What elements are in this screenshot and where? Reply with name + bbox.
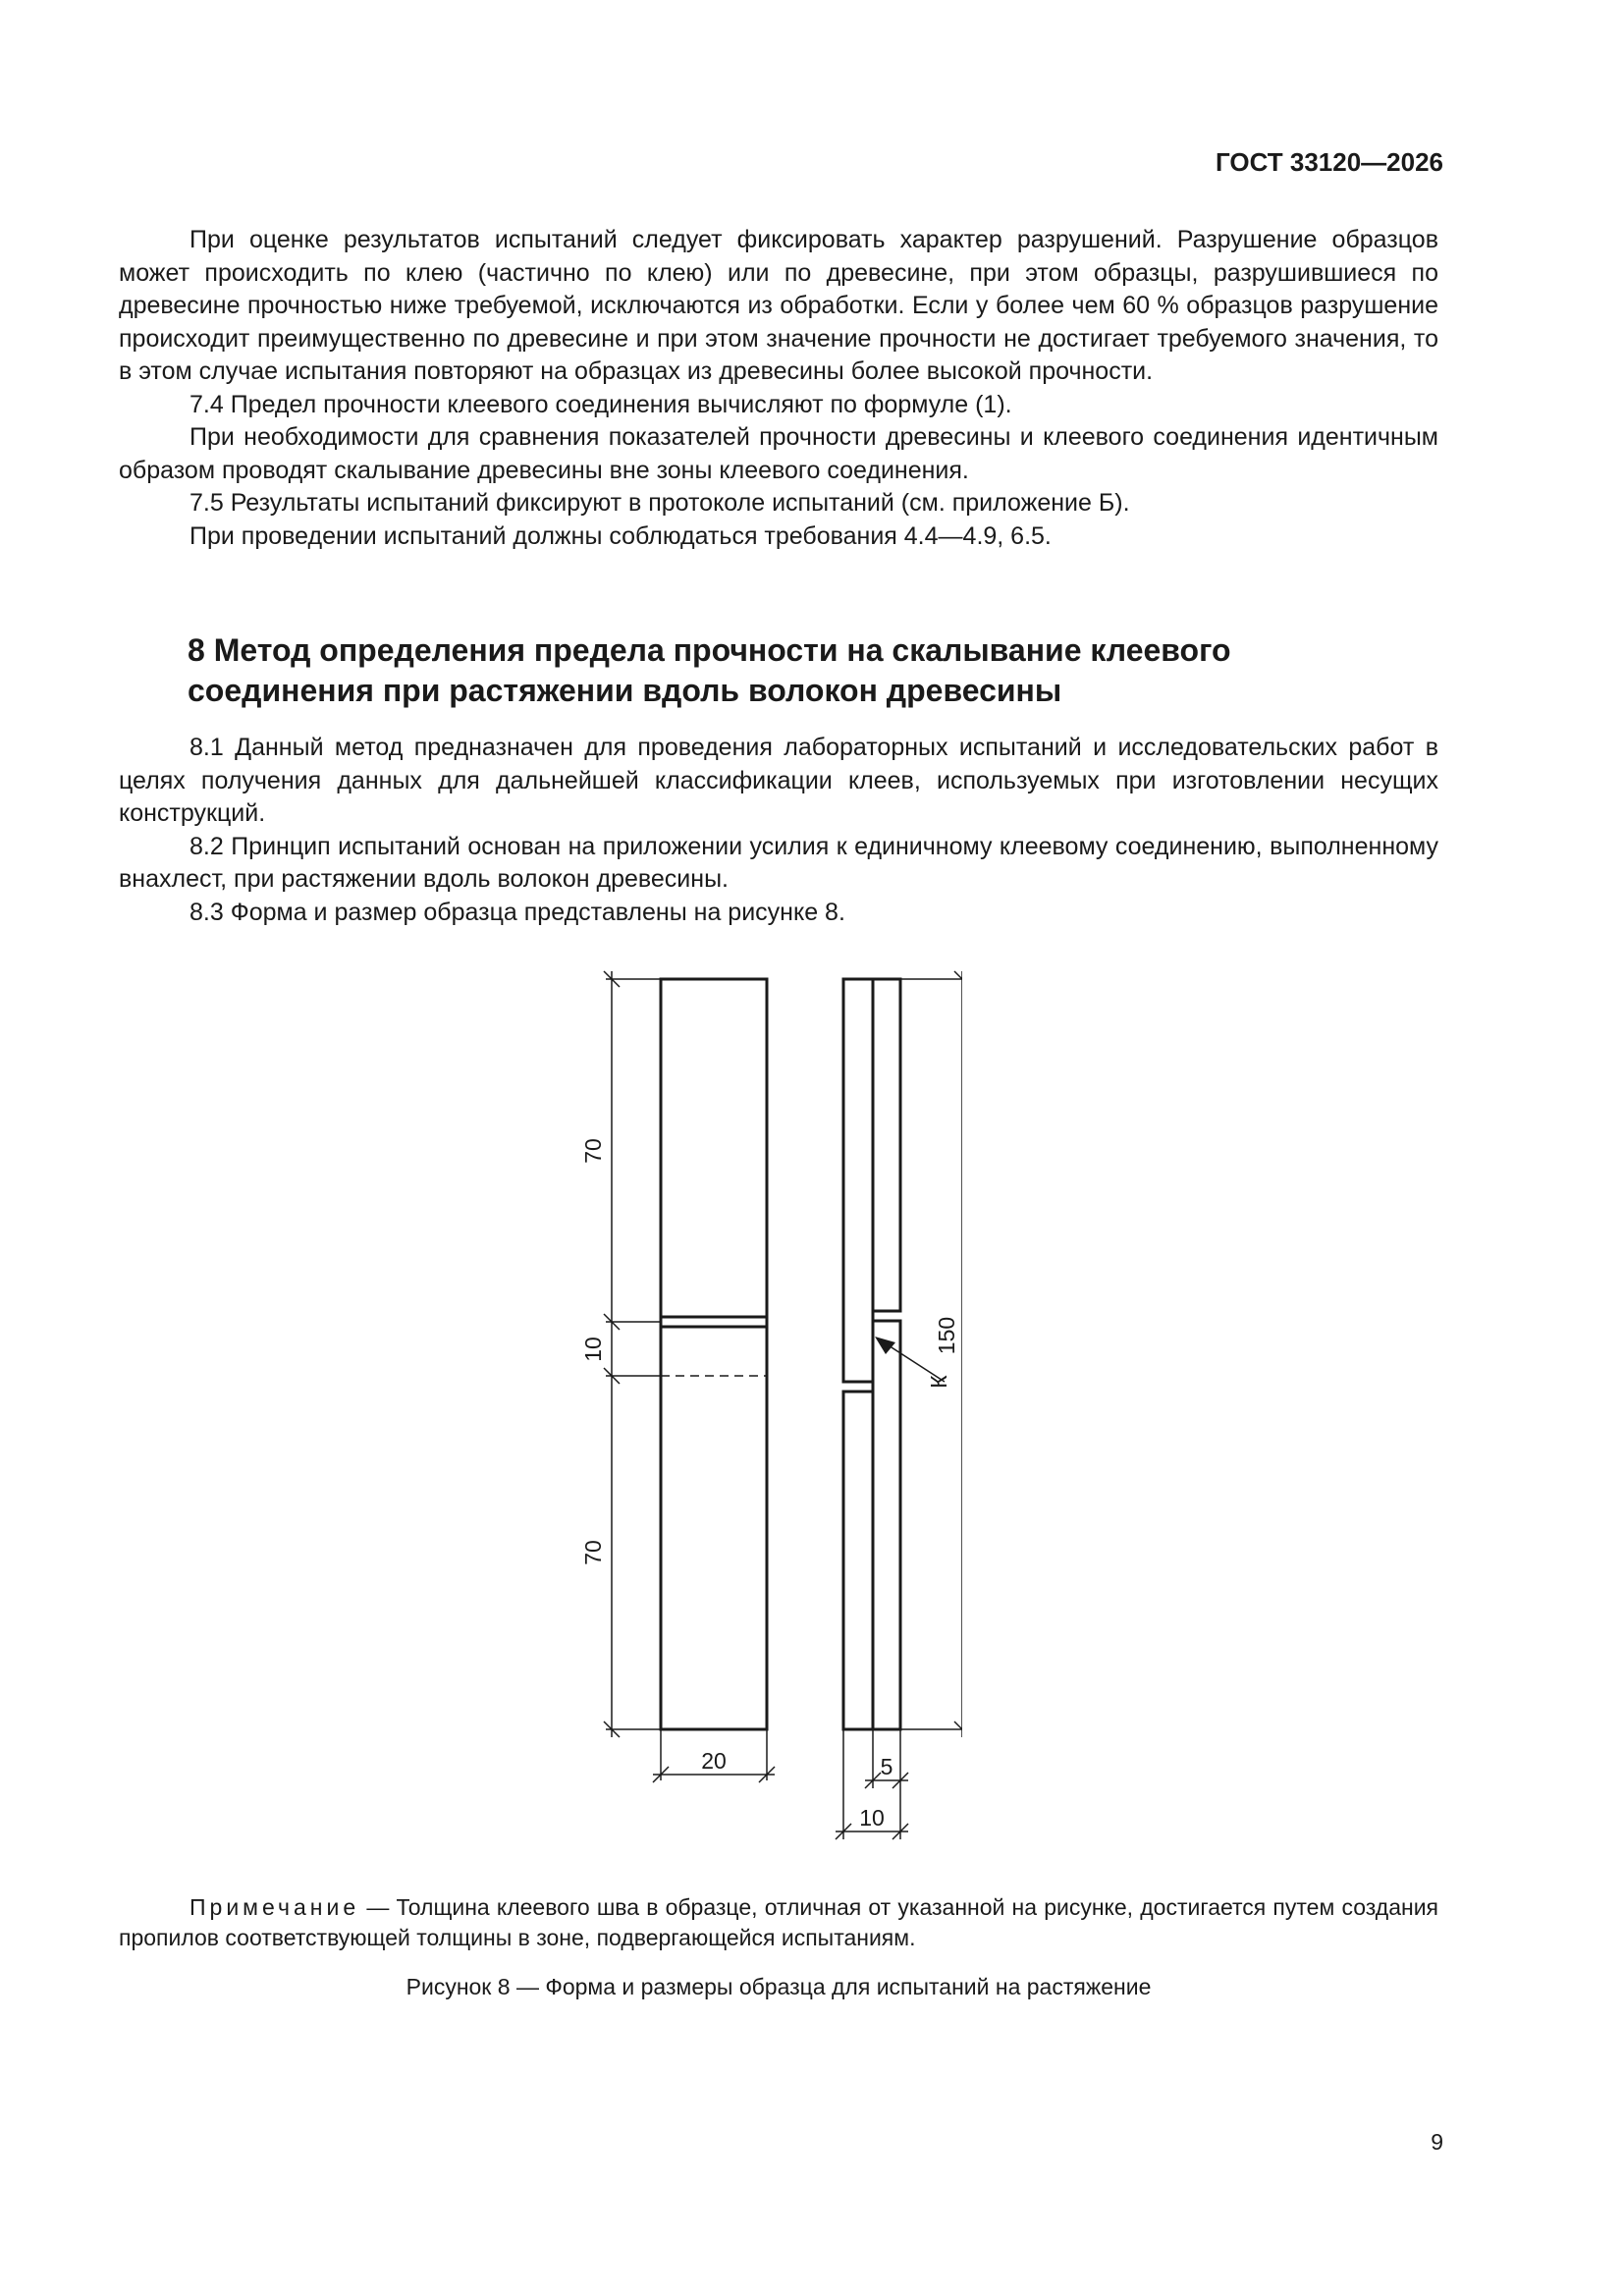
section7-text bbox=[119, 224, 1438, 553]
dim-overlap-label: 10 bbox=[580, 1337, 606, 1362]
note-text: — Толщина клеевого шва в образце, отличная от указанной на рисунке, достигается путем создания пропилов соответствующей толщины в зоне, подвергающейся испытаниям. bbox=[119, 1894, 1438, 1950]
specimen-drawing bbox=[550, 948, 962, 1841]
side-view-right-lamella-lower bbox=[873, 1321, 900, 1729]
paragraph: 8.1 Данный метод предназначен для проведения лабораторных испытаний и исследовательских работ в целях получения данных для дальнейшей классификации клеев, используемых при изготовлении несущих конструкций. bbox=[119, 734, 1438, 827]
section-title-line: соединения при растяжении вдоль волокон древесины bbox=[188, 673, 1062, 708]
dim-total-thickness-label: 10 bbox=[859, 1805, 885, 1831]
page-number: 9 bbox=[1431, 2129, 1443, 2155]
dim-total-length-label: 150 bbox=[934, 1316, 959, 1355]
dim-lamella-thickness-label: 5 bbox=[880, 1754, 893, 1779]
glue-arrow-head bbox=[875, 1337, 895, 1354]
front-view-body bbox=[661, 979, 767, 1729]
specimen-drawing-svg bbox=[550, 948, 962, 1841]
section8-text bbox=[119, 732, 1438, 929]
side-view-right-lamella-upper bbox=[873, 979, 900, 1311]
paragraph: 7.5 Результаты испытаний фиксируют в протоколе испытаний (см. приложение Б). bbox=[189, 489, 1130, 517]
document-code: ГОСТ 33120—2026 bbox=[1216, 147, 1443, 177]
paragraph: 7.4 Предел прочности клеевого соединения вычисляют по формуле (1). bbox=[189, 390, 1012, 418]
figure-note bbox=[119, 1892, 1438, 1953]
paragraph: При оценке результатов испытаний следует фиксировать характер разрушений. Разрушение образцов может происходить по клею (частично по клею) или по древесине, при этом образцы, разрушившиеся по древесине прочностью ниже требуемой, исключаются из обработки. Если у более чем 60 % образцов разрушение происходит преимущественно по древесине и при этом значение прочности не достигает требуемого значения, то в этом случае испытания повторяют на образцах из древесины более высокой прочности. bbox=[119, 226, 1438, 385]
side-view-left-lamella-lower bbox=[843, 1392, 873, 1729]
glue-line-marker: К bbox=[926, 1375, 951, 1389]
section-title-line: 8 Метод определения предела прочности на скалывание клеевого bbox=[188, 632, 1231, 668]
dim-upper-length-label: 70 bbox=[580, 1138, 606, 1164]
note-label: Примечание bbox=[189, 1894, 360, 1920]
dim-lower-length-label: 70 bbox=[580, 1540, 606, 1565]
figure-caption: Рисунок 8 — Форма и размеры образца для испытаний на растяжение bbox=[406, 1974, 1152, 1999]
side-view-left-lamella-upper bbox=[843, 979, 873, 1382]
paragraph: 8.2 Принцип испытаний основан на приложении усилия к единичному клеевому соединению, выполненному внахлест, при растяжении вдоль волокон древесины. bbox=[119, 832, 1438, 893]
dim-width-label: 20 bbox=[701, 1748, 727, 1774]
section-8-heading bbox=[188, 630, 1415, 711]
paragraph: При необходимости для сравнения показателей прочности древесины и клеевого соединения идентичным образом проводят скалывание древесины вне зоны клеевого соединения. bbox=[119, 423, 1438, 484]
paragraph: При проведении испытаний должны соблюдаться требования 4.4—4.9, 6.5. bbox=[189, 521, 1052, 550]
paragraph: 8.3 Форма и размер образца представлены на рисунке 8. bbox=[189, 898, 845, 926]
